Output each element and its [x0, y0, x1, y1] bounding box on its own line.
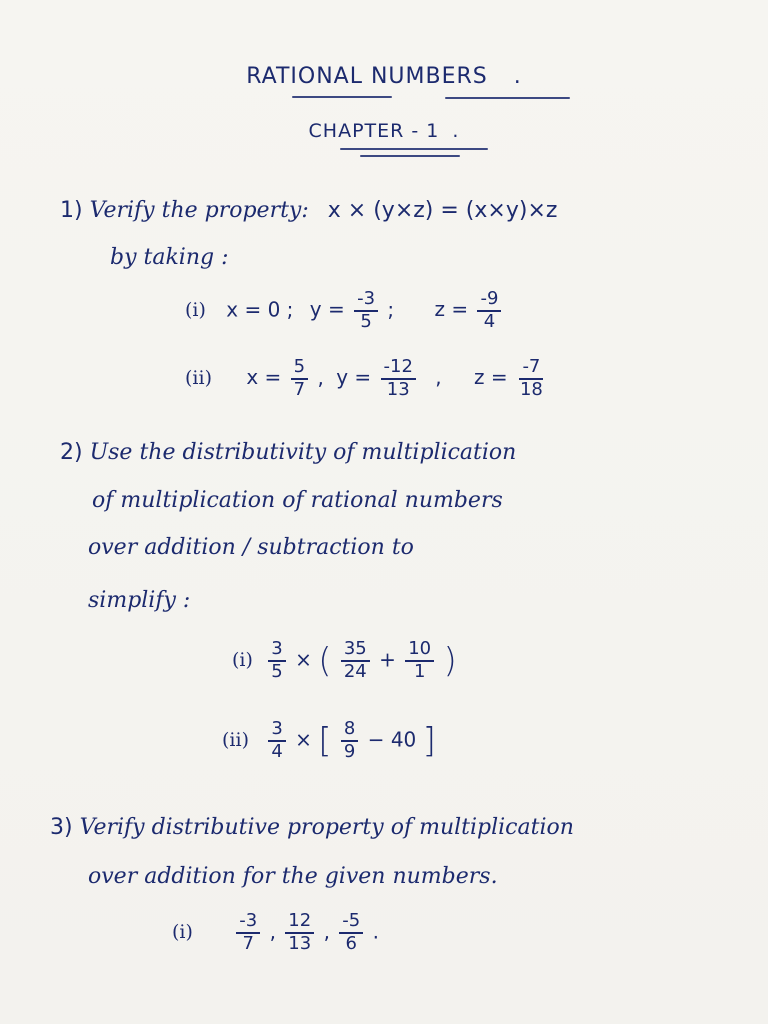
q1-part-i — [185, 290, 504, 332]
q2-ii-close-bracket: ] — [422, 720, 436, 761]
q3-line2-text: over addition for the given numbers. — [88, 864, 498, 889]
q2-i-b-fraction — [341, 640, 370, 682]
q3-i-c-fraction — [339, 912, 363, 954]
q1-i-z-lhs: z = — [434, 297, 469, 322]
q2-line2 — [92, 488, 503, 513]
q3-line1-text: Verify distributive property of multiplication — [79, 815, 574, 840]
q2-i-a-numerator: 3 — [268, 640, 285, 662]
q1-ii-x-fraction — [291, 358, 308, 400]
q1-ii-x-lhs: x = — [246, 365, 282, 390]
q2-ii-b-fraction — [341, 720, 358, 762]
q3-i-b-numerator: 12 — [285, 912, 314, 934]
q2-part-i — [232, 640, 457, 682]
q2-ii-b-numerator: 8 — [341, 720, 358, 742]
chapter-text: CHAPTER - 1 — [308, 120, 440, 142]
q1-i-label: (i) — [185, 299, 206, 322]
q3-number: 3) — [50, 815, 73, 840]
q2-i-plus: + — [379, 647, 396, 672]
q3-i-b-fraction — [285, 912, 314, 954]
title-mark: . — [513, 64, 522, 89]
q1-formula: x × (y×z) = (x×y)×z — [327, 198, 558, 223]
q3-line2 — [88, 864, 498, 889]
q2-i-times: × — [295, 647, 312, 672]
q2-i-a-fraction — [268, 640, 285, 682]
q1-ii-z-denominator: 18 — [519, 378, 543, 400]
q1-i-z-fraction — [477, 290, 501, 332]
q1-statement — [60, 198, 557, 223]
q2-i-c-fraction — [405, 640, 434, 682]
q1-text: Verify the property: — [89, 198, 309, 223]
chapter-heading — [0, 120, 768, 142]
q1-ii-y-fraction — [381, 358, 416, 400]
page-title — [0, 64, 768, 89]
q3-part-i — [172, 912, 379, 954]
q2-i-close-paren: ) — [443, 640, 457, 681]
q1-i-y-numerator: -3 — [354, 290, 378, 312]
q1-i-y-denominator: 5 — [360, 310, 372, 332]
q2-line3 — [88, 535, 414, 560]
chapter-mark: . — [452, 120, 460, 142]
q3-i-c-numerator: -5 — [339, 912, 363, 934]
q1-ii-z-numerator: -7 — [519, 358, 543, 380]
title-underline-1 — [292, 96, 392, 98]
q2-i-label: (i) — [232, 649, 253, 672]
chapter-underline-1 — [340, 148, 488, 150]
title-underline-2 — [445, 97, 570, 99]
q3-i-b-denominator: 13 — [288, 932, 312, 954]
q1-ii-z-fraction — [517, 358, 546, 400]
q2-line1 — [60, 440, 516, 465]
q1-i-z-denominator: 4 — [483, 310, 496, 332]
q3-i-a-numerator: -3 — [236, 912, 260, 934]
q2-line4 — [88, 588, 190, 613]
chapter-underline-2 — [360, 155, 460, 157]
q2-ii-a-numerator: 3 — [268, 720, 285, 742]
q1-i-y-lhs: y = — [309, 297, 345, 322]
q1-ii-x-denominator: 7 — [293, 378, 306, 400]
q2-i-c-numerator: 10 — [405, 640, 434, 662]
q2-ii-b-denominator: 9 — [343, 740, 356, 762]
q3-i-label: (i) — [172, 921, 193, 944]
q2-ii-times: × — [295, 727, 312, 752]
q2-i-c-denominator: 1 — [413, 660, 426, 682]
q1-i-x: x = 0 ; — [226, 297, 294, 322]
q1-part-ii — [185, 358, 549, 400]
q1-i-z-numerator: -9 — [477, 290, 501, 312]
q1-text2: by taking : — [110, 245, 229, 270]
q2-part-ii — [222, 720, 436, 762]
q1-number: 1) — [60, 198, 83, 223]
q1-ii-comma2: , — [435, 365, 442, 390]
q2-ii-a-denominator: 4 — [271, 740, 283, 762]
q1-ii-y-numerator: -12 — [381, 358, 416, 380]
q2-line4-text: simplify : — [88, 588, 191, 613]
q2-line1-text: Use the distributivity of multiplication — [89, 440, 517, 465]
q1-ii-comma1: , — [317, 365, 324, 390]
q3-i-a-denominator: 7 — [242, 932, 254, 954]
q1-ii-z-lhs: z = — [473, 365, 508, 390]
q1-statement-line2 — [110, 245, 229, 270]
q1-ii-label: (ii) — [185, 367, 212, 390]
q3-line1 — [50, 815, 574, 840]
q2-ii-open-bracket: [ — [318, 720, 332, 761]
q3-i-a-fraction — [236, 912, 260, 954]
q2-i-a-denominator: 5 — [271, 660, 283, 682]
q1-ii-y-lhs: y = — [336, 365, 372, 390]
q2-ii-label: (ii) — [222, 729, 249, 752]
q3-i-c-denominator: 6 — [345, 932, 357, 954]
q2-number: 2) — [60, 440, 83, 465]
q2-ii-a-fraction — [268, 720, 285, 762]
q3-i-end: . — [372, 919, 379, 944]
q1-ii-x-numerator: 5 — [291, 358, 308, 380]
q2-line2-text: of multiplication of rational numbers — [92, 488, 503, 513]
q2-ii-minus: − 40 — [367, 727, 417, 752]
q3-i-comma2: , — [323, 919, 330, 944]
q3-i-comma1: , — [269, 919, 276, 944]
q1-i-y-fraction — [354, 290, 378, 332]
q2-i-b-numerator: 35 — [341, 640, 370, 662]
q1-ii-y-denominator: 13 — [386, 378, 410, 400]
title-text: RATIONAL NUMBERS — [246, 64, 488, 89]
q2-i-b-denominator: 24 — [343, 660, 367, 682]
q2-line3-text: over addition / subtraction to — [88, 535, 414, 560]
q2-i-open-paren: ( — [318, 640, 332, 681]
q1-i-semicolon: ; — [387, 297, 395, 322]
